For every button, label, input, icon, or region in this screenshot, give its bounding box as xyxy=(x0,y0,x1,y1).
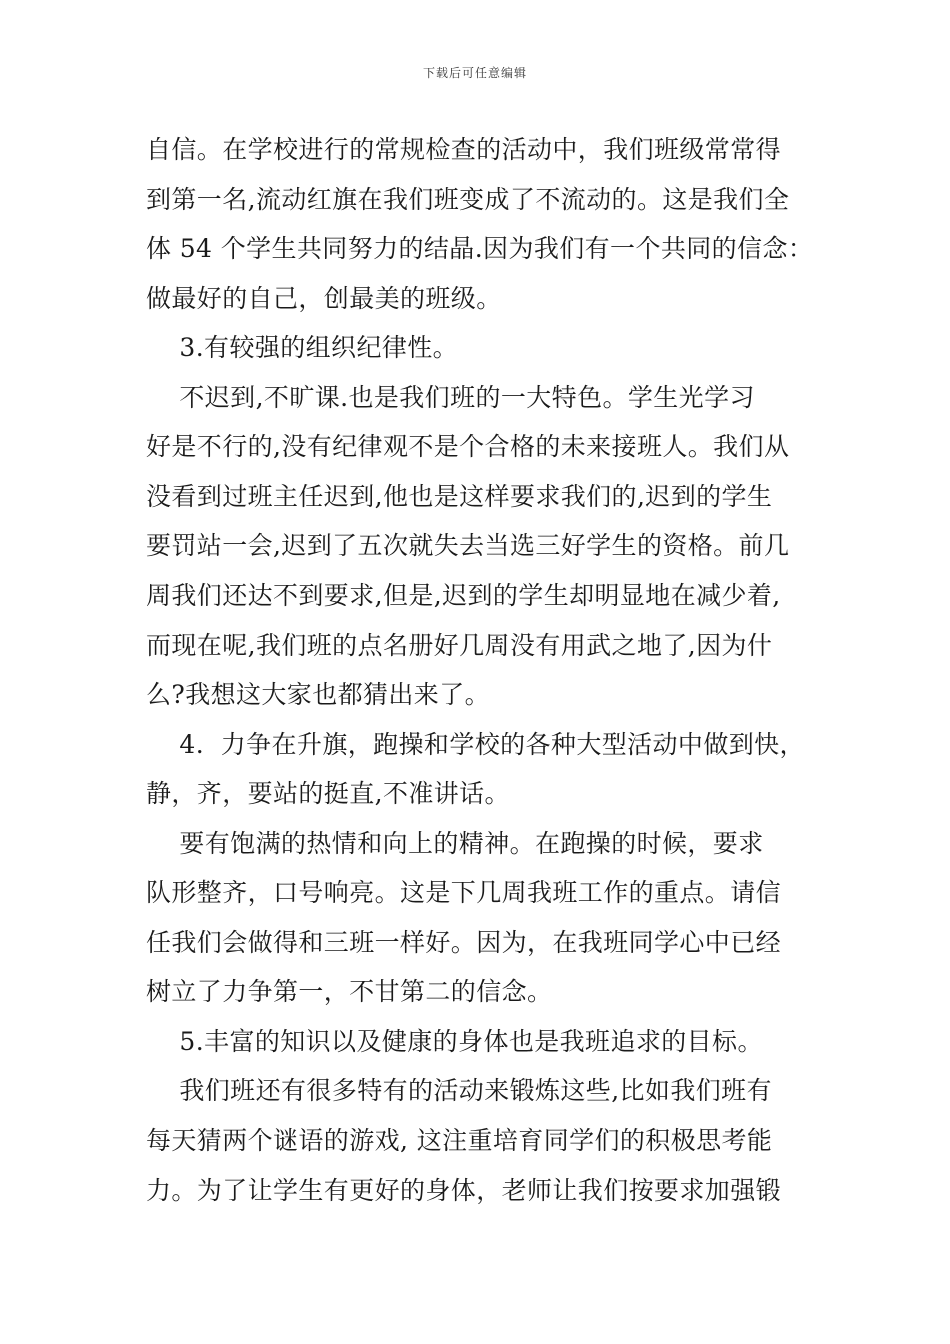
text-line: 周我们还达不到要求,但是,迟到的学生却明显地在减少着, xyxy=(146,580,781,610)
text-line: 4. 力争在升旗，跑操和学校的各种大型活动中做到快， xyxy=(146,729,805,759)
text-line: 要罚站一会,迟到了五次就失去当选三好学生的资格。前几 xyxy=(146,531,790,561)
text-line: 3.有较强的组织纪律性。 xyxy=(146,333,459,363)
text-line: 力。为了让学生有更好的身体，老师让我们按要求加强锻 xyxy=(146,1175,782,1205)
text-line: 树立了力争第一，不甘第二的信念。 xyxy=(146,977,553,1007)
text-line: 我们班还有很多特有的活动来锻炼这些,比如我们班有 xyxy=(146,1076,772,1106)
text-line: 好是不行的,没有纪律观不是个合格的未来接班人。我们从 xyxy=(146,432,790,462)
page-header: 下载后可任意编辑 xyxy=(422,66,527,80)
text-line: 静，齐，要站的挺直,不准讲话。 xyxy=(146,779,510,809)
text-line: 5.丰富的知识以及健康的身体也是我班追求的目标。 xyxy=(146,1026,763,1056)
text-line: 不迟到,不旷课.也是我们班的一大特色。学生光学习 xyxy=(146,382,755,412)
text-line: 自信。在学校进行的常规检查的活动中，我们班级常常得 xyxy=(146,135,782,164)
text-line: 任我们会做得和三班一样好。因为，在我班同学心中已经 xyxy=(146,927,782,957)
text-line: 做最好的自己，创最美的班级。 xyxy=(146,283,502,313)
text-line: 到第一名,流动红旗在我们班变成了不流动的。这是我们全 xyxy=(146,184,790,214)
text-line: 么?我想这大家也都猜出来了。 xyxy=(146,680,491,710)
text-line: 体 54 个学生共同努力的结晶.因为我们有一个共同的信念： xyxy=(146,234,814,264)
text-line: 没看到过班主任迟到,他也是这样要求我们的,迟到的学生 xyxy=(146,481,773,511)
text-line: 每天猜两个谜语的游戏, 这注重培育同学们的积极思考能 xyxy=(146,1126,773,1155)
text-line: 要有饱满的热情和向上的精神。在跑操的时候，要求 xyxy=(146,828,764,858)
text-line: 而现在呢,我们班的点名册好几周没有用武之地了,因为什 xyxy=(146,630,773,660)
text-line: 队形整齐，口号响亮。这是下几周我班工作的重点。请信 xyxy=(146,878,782,908)
